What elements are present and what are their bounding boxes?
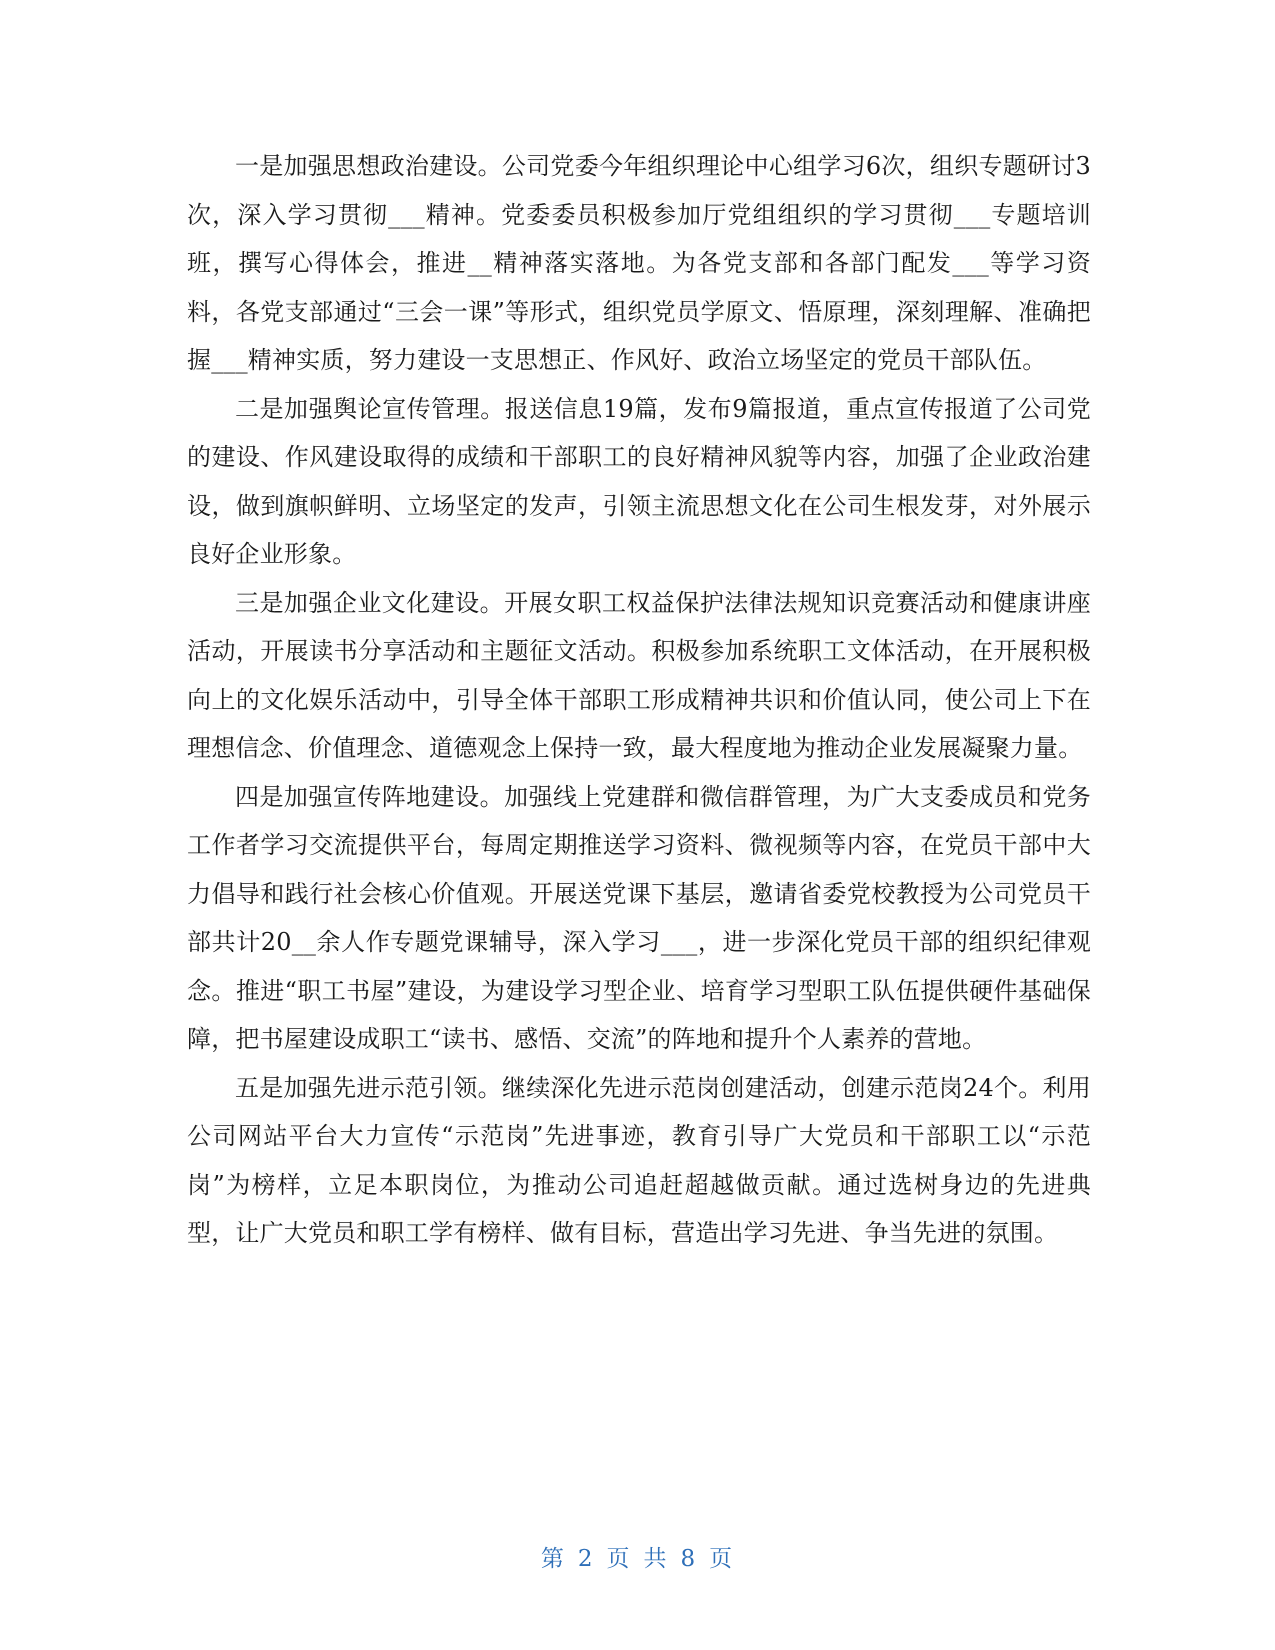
paragraph-2: 二是加强舆论宣传管理。报送信息19篇，发布9篇报道，重点宣传报道了公司党的建设、作风建设取得的成绩和干部职工的良好精神风貌等内容，加强了企业政治建设，做到旗帜鲜明、立场坚定的发声，引领主流思想文化在公司生根发芽，对外展示良好企业形象。 bbox=[187, 394, 1091, 568]
page-label-unit: 页 bbox=[606, 1546, 632, 1572]
paragraph-3: 三是加强企业文化建设。开展女职工权益保护法律法规知识竞赛活动和健康讲座活动，开展读书分享活动和主题征文活动。积极参加系统职工文体活动，在开展积极向上的文化娱乐活动中，引导全体干部职工形成精神共识和价值认同，使公司上下在理想信念、价值理念、道德观念上保持一致，最大程度地为推动企业发展凝聚力量。 bbox=[187, 588, 1091, 762]
document-body bbox=[187, 142, 1091, 1258]
paragraph-4: 四是加强宣传阵地建设。加强线上党建群和微信群管理，为广大支委成员和党务工作者学习交流提供平台，每周定期推送学习资料、微视频等内容，在党员干部中大力倡导和践行社会核心价值观。开展送党课下基层，邀请省委党校教授为公司党员干部共计20__余人作专题党课辅导，深入学习___，进一步深化党员干部的组织纪律观念。推进“职工书屋”建设，为建设学习型企业、培育学习型职工队伍提供硬件基础保障，把书屋建设成职工“读书、感悟、交流”的阵地和提升个人素养的营地。 bbox=[187, 782, 1091, 1053]
paragraph-1: 一是加强思想政治建设。公司党委今年组织理论中心组学习6次，组织专题研讨3次，深入学习贯彻___精神。党委委员积极参加厅党组组织的学习贯彻___专题培训班，撰写心得体会，推进__精神落实落地。为各党支部和各部门配发___等学习资料，各党支部通过“三会一课”等形式，组织党员学原文、悟原理，深刻理解、准确把握___精神实质，努力建设一支思想正、作风好、政治立场坚定的党员干部队伍。 bbox=[187, 152, 1091, 374]
page-label-prefix: 第 bbox=[540, 1546, 566, 1572]
total-label: 共 bbox=[643, 1546, 669, 1572]
total-label-unit: 页 bbox=[709, 1546, 735, 1572]
paragraph-5: 五是加强先进示范引领。继续深化先进示范岗创建活动，创建示范岗24个。利用公司网站平台大力宣传“示范岗”先进事迹，教育引导广大党员和干部职工以“示范岗”为榜样，立足本职岗位，为推动公司追赶超越做贡献。通过选树身边的先进典型，让广大党员和职工学有榜样、做有目标，营造出学习先进、争当先进的氛围。 bbox=[187, 1073, 1091, 1247]
current-page-number: 2 bbox=[577, 1546, 595, 1572]
page-footer bbox=[0, 1540, 1275, 1573]
total-page-count: 8 bbox=[680, 1546, 698, 1572]
